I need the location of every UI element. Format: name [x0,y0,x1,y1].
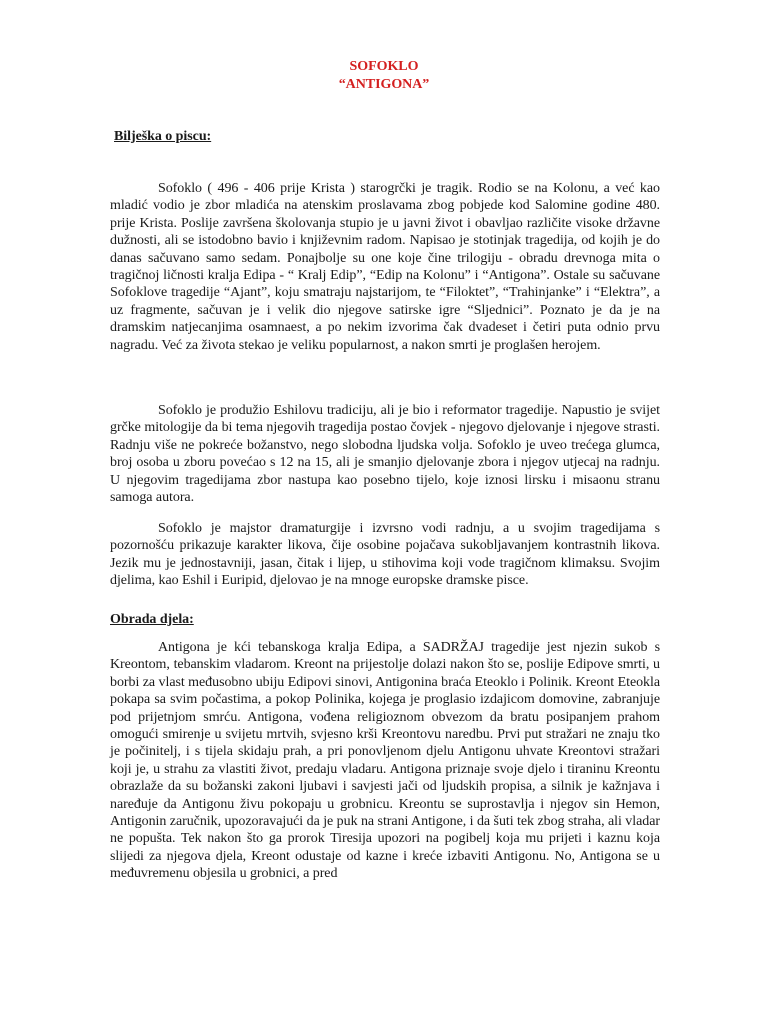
paragraph-reformer: Sofoklo je produžio Eshilovu tradiciju, ali je bio i reformator tragedije. Napustio je svijet grčke mitologije da bi tema njegovih tragedija postao čovjek - njegovo djelovanje i njegove strasti. Radnju više ne pokreće božanstvo, nego slobodna ljudska volja. Sofoklo je uveo trećega glumca, broj osoba u zboru povećao s 12 na 15, ali je smanjio djelovanje zbora i njegov utjecaj na radnju. U njegovim tragedijama zbor nastupa kao posebno tijelo, koje iznosi lirsku i misaonu stranu samoga autora. [110,403,660,506]
paragraph-plot: Antigona je kći tebanskoga kralja Edipa, a SADRŽAJ tragedije jest njezin sukob s Kreontom, tebanskim vladarom. Kreont na prijestolje dolazi nakon što se, poslije Edipove smrti, u borbi za vlast međusobno ubiju Edipovi sinovi, Antigonina braća Eteoklo i Polinik. Kreont Eteokla pokapa sa svim počastima, a pokop Polinika, kojega je proglasio izdajicom domovine, zabranjuje pod prijetnjom smrću. Antigona, vođena religioznom obvezom da bratu posipanjem prahom omogući smirenje u svijetu mrtvih, svjesno krši Kreontovu naredbu. Prvi put stražari ne znaju tko je počinitelj, i s tijela skidaju prah, a pri ponovljenom djelu Antigonu uhvate Kreontovi stražari koji je, u strahu za vlastiti život, predaju vladaru. Antigona priznaje svoje djelo i tiraninu Kreontu obrazlaže da su božanski zakoni ljubavi i savjesti jači od ljudskih propisa, a silnik je kažnjava i naređuje da Antigonu živu pokopaju u grobnicu. Kreontu se suprostavlja i njegov sin Hemon, Antigonin zaručnik, upozoravajući da je puk na strani Antigone, i da šuti tek zbog straha, ali vladar ne popušta. Tek nakon što ga prorok Tiresija upozori na pogibelj koja mu prijeti i kaznu koja slijedi za njegova djela, Kreont odustaje od kazne i kreće izbaviti Antigonu. No, Antigona se u međuvremenu objesila u grobnici, a pred [110,640,661,882]
title-work: “ANTIGONA” [338,77,430,92]
paragraph-author-bio: Sofoklo ( 496 - 406 prije Krista ) starogrčki je tragik. Rodio se na Kolonu, a već kao mladić vodio je zbor mladića na atenskim proslavama zbog pobjede kod Salomine godine 480. prije Krista. Poslije završena školovanja stupio je u javni život i obavljao različite visoke državne dužnosti, ali se istodobno bavio i književnim radom. Napisao je stotinjak tragedija, od kojih je do danas sačuvano samo sedam. Ponajbolje su one koje čine trilogiju - obradu drevnoga mita o tragičnoj ličnosti kralja Edipa - “ Kralj Edip”, “Edip na Kolonu” i “Antigona”. Ostale su sačuvane Sofoklove tragedije “Ajant”, koju smatraju najstarijom, te “Filoktet”, “Trahinjanke” i “Elektra”, a uz fragmente, sačuvan je i velik dio njegove satirske igre “Sljednici”. Poznato je da je na dramskim natjecanjima osamnaest, a po nekim izvorima čak dvadeset i četiri puta odnio prvu nagradu. Već za života stekao je veliku popularnost, a nakon smrti je proglašen herojem. [110,181,660,353]
section-heading-author-note: Bilješka o piscu: [114,129,212,144]
section-heading-work-analysis: Obrada djela: [110,612,194,627]
document-title [0,58,768,94]
title-author: SOFOKLO [349,59,419,74]
paragraph-dramaturgy: Sofoklo je majstor dramaturgije i izvrsno vodi radnju, a u svojim tragedijama s pozornošću prikazuje karakter likova, čije osobine pojačava sukobljavanjem kontrastnih likova. Jezik mu je jednostavniji, jasan, čitak i lijep, u stihovima koji vode tragičnom klimaksu. Svojim djelima, kao Eshil i Euripid, djelovao je na mnoge europske dramske pisce. [110,521,660,589]
